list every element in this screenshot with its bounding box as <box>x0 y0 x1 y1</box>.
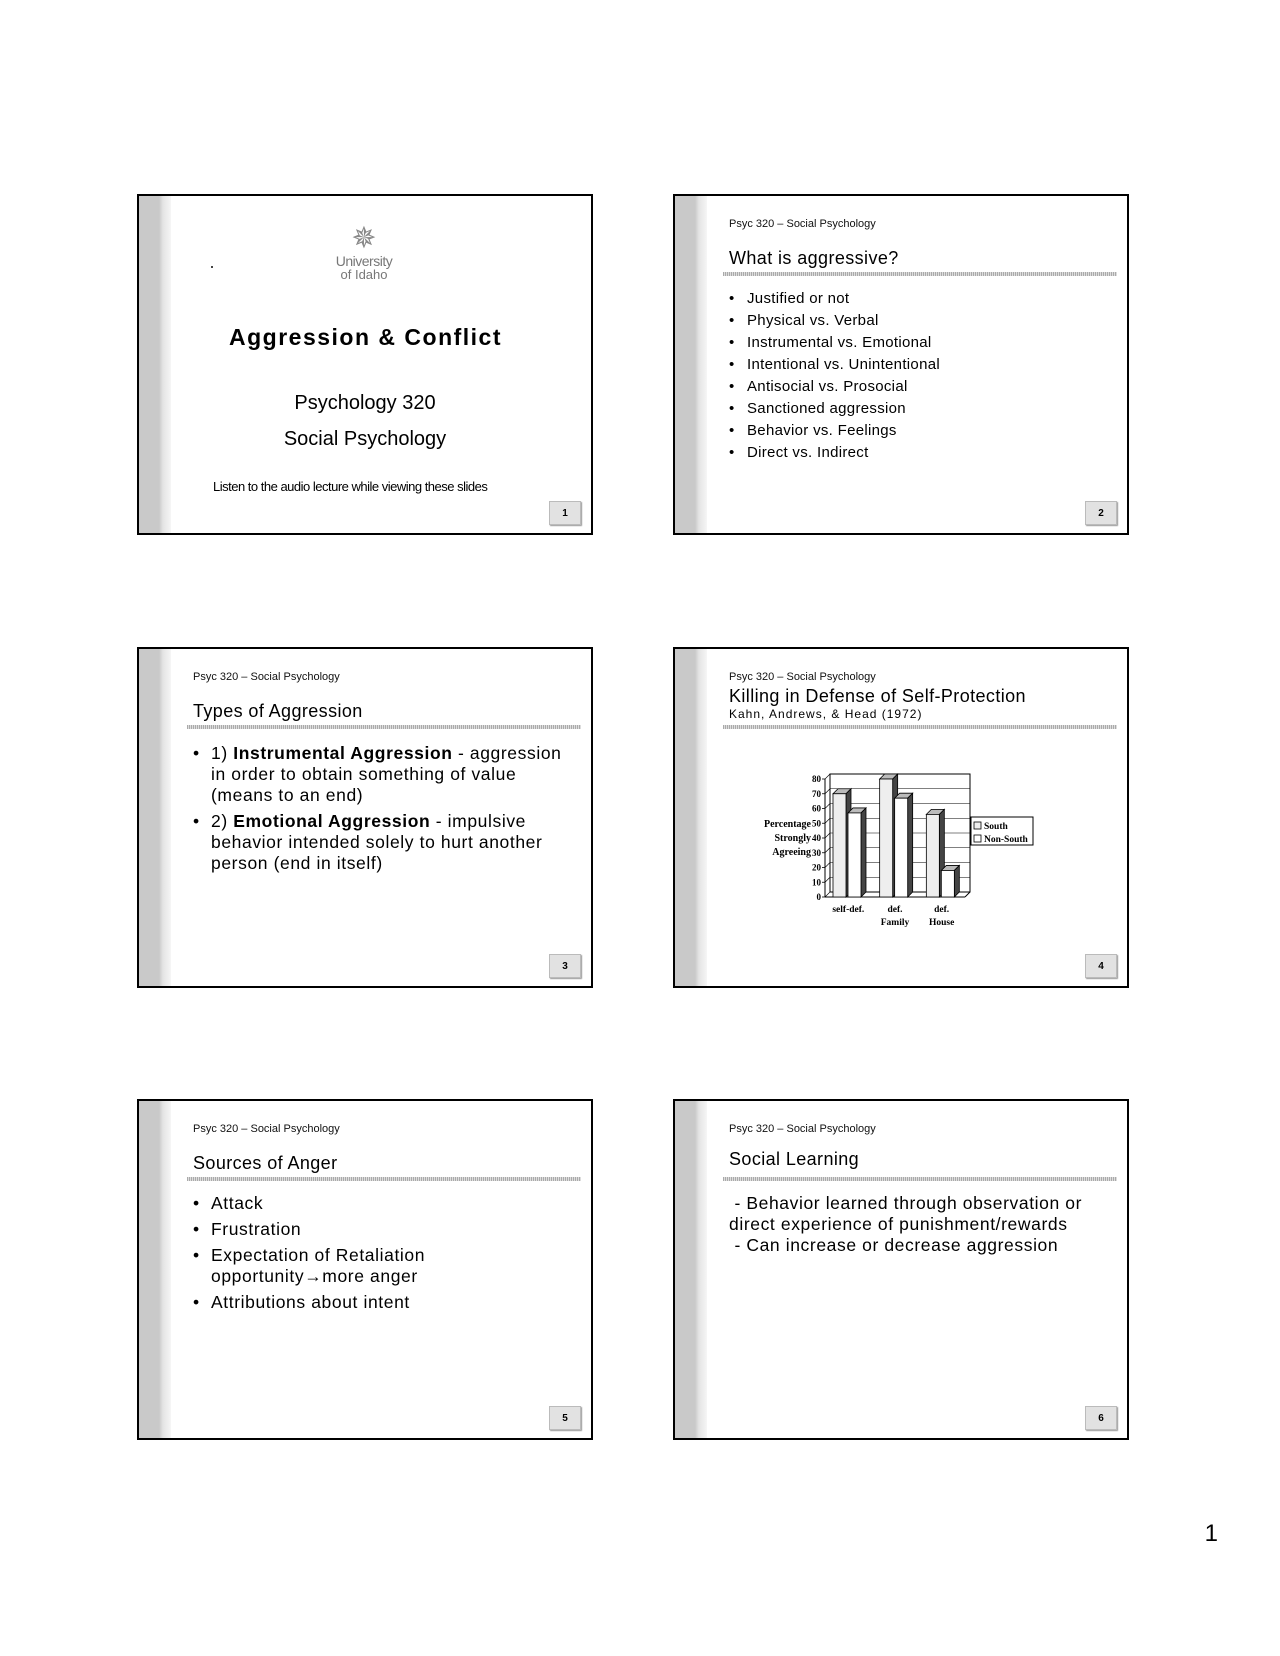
course-header: Psyc 320 – Social Psychology <box>729 218 876 230</box>
title-rule <box>723 725 1117 729</box>
grid-line-side <box>825 848 830 853</box>
list-item: • Justified or not <box>729 288 940 310</box>
bullet-list <box>193 1193 473 1313</box>
slide-5 <box>137 1099 593 1440</box>
term-emotional: Emotional Aggression <box>233 811 431 831</box>
y-tick-label: 70 <box>812 788 821 799</box>
x-tick-label: self-def. <box>832 905 865 915</box>
bar-side <box>861 808 866 897</box>
slide-citation: Kahn, Andrews, & Head (1972) <box>729 707 923 721</box>
title-rule <box>187 725 581 729</box>
slide-title: Social Learning <box>729 1149 860 1169</box>
slide-title: What is aggressive? <box>729 248 899 268</box>
course-header: Psyc 320 – Social Psychology <box>193 671 340 683</box>
slide-side-band <box>139 649 171 986</box>
logo-text-line1: University <box>335 253 393 269</box>
term-instrumental: Instrumental Aggression <box>233 743 453 763</box>
title-rule <box>723 272 1117 276</box>
legend-label: Non-South <box>984 835 1028 845</box>
slide-number: 2 <box>1085 501 1117 525</box>
bullet-list <box>729 288 940 464</box>
item-text: Expectation of Retaliation opportunity <box>211 1245 426 1286</box>
grid-line-side <box>825 863 830 868</box>
list-item: • Sanctioned aggression <box>729 398 940 420</box>
slide-subtitle-course: Psychology 320 <box>294 392 436 414</box>
y-axis-label: Percentage <box>763 819 811 830</box>
course-header: Psyc 320 – Social Psychology <box>729 1123 876 1135</box>
grid-line-side <box>825 892 830 897</box>
title-rule <box>723 1177 1117 1181</box>
x-tick-label: Family <box>880 918 910 928</box>
slide-number: 5 <box>549 1406 581 1430</box>
x-axis-depth <box>965 892 970 897</box>
list-item: • Attack <box>193 1193 473 1214</box>
slide-2 <box>673 194 1129 535</box>
list-item: • Direct vs. Indirect <box>729 442 940 464</box>
list-item: • Behavior vs. Feelings <box>729 420 940 442</box>
item-text: - impulsive behavior intended solely to hurt another person (end in itself) <box>211 811 543 873</box>
x-tick-label: def. <box>934 905 950 915</box>
grid-line-side <box>825 877 830 882</box>
list-item: • Intentional vs. Unintentional <box>729 354 940 376</box>
slide-number: 1 <box>549 501 581 525</box>
slide-note: Listen to the audio lecture while viewing these slides <box>213 479 488 494</box>
list-item <box>193 811 573 874</box>
legend-label: South <box>984 822 1008 832</box>
logo-mark-icon: ✵ <box>351 222 377 255</box>
list-item: • Instrumental vs. Emotional <box>729 332 940 354</box>
item-text: more anger <box>322 1266 418 1286</box>
list-item: • Physical vs. Verbal <box>729 310 940 332</box>
bar-non-south <box>895 798 908 897</box>
grid-line-side <box>825 818 830 823</box>
decorative-dot <box>211 266 213 268</box>
arrow-icon: → <box>304 1266 323 1286</box>
slide-3 <box>137 647 593 988</box>
body-text <box>729 1193 1101 1256</box>
item-text: - aggression in order to obtain something of value (means to an end) <box>211 743 562 805</box>
list-item <box>193 743 573 806</box>
y-tick-label: 20 <box>812 862 821 873</box>
bar-non-south <box>941 870 954 897</box>
slide-side-band <box>675 196 707 533</box>
bar-south <box>926 814 939 897</box>
course-header: Psyc 320 – Social Psychology <box>729 671 876 683</box>
x-tick-label: House <box>928 918 955 928</box>
bullet-list <box>193 743 573 874</box>
grid-line-side <box>825 833 830 838</box>
list-item: • Frustration <box>193 1219 473 1240</box>
slide-4 <box>673 647 1129 988</box>
course-header: Psyc 320 – Social Psychology <box>193 1123 340 1135</box>
bar-side <box>908 793 913 897</box>
university-logo <box>329 224 399 281</box>
list-item: • Antisocial vs. Prosocial <box>729 376 940 398</box>
slide-6 <box>673 1099 1129 1440</box>
y-tick-label: 40 <box>812 833 821 843</box>
slide-subtitle-topic: Social Psychology <box>283 428 447 450</box>
slide-side-band <box>675 1101 707 1438</box>
slide-number: 4 <box>1085 954 1117 978</box>
y-tick-label: 10 <box>812 877 821 888</box>
page-number: 1 <box>1204 1520 1218 1547</box>
y-tick-label: 50 <box>812 818 821 829</box>
slide-side-band <box>139 196 171 533</box>
list-item: • Attributions about intent <box>193 1292 473 1313</box>
slide-1 <box>137 194 593 535</box>
grid-line-side <box>825 774 830 779</box>
slide-title: Killing in Defense of Self-Protection <box>729 686 1026 706</box>
logo-text-line2: of Idaho <box>340 267 388 282</box>
slide-number: 3 <box>549 954 581 978</box>
bar-chart <box>675 759 1129 959</box>
list-item <box>193 1245 473 1287</box>
legend-swatch <box>974 822 981 829</box>
body-line: - Can increase or decrease aggression <box>729 1235 1059 1255</box>
grid-line-side <box>825 804 830 809</box>
slide-title: Aggression & Conflict <box>229 324 503 350</box>
grid-line-side <box>825 789 830 794</box>
y-axis-label: Agreeing <box>772 847 811 858</box>
bar-non-south <box>848 813 861 897</box>
title-rule <box>187 1177 581 1181</box>
item-prefix: 2) <box>211 811 234 831</box>
y-tick-label: 30 <box>812 847 821 858</box>
y-tick-label: 0 <box>816 892 821 902</box>
slide-side-band <box>139 1101 171 1438</box>
slide-number: 6 <box>1085 1406 1117 1430</box>
y-tick-label: 80 <box>812 774 821 784</box>
x-tick-label: def. <box>887 905 903 915</box>
slide-title: Sources of Anger <box>193 1153 338 1173</box>
body-line: - Behavior learned through observation or direct experience of punishment/rewards <box>729 1193 1088 1234</box>
item-prefix: 1) <box>211 743 234 763</box>
bar-side <box>954 865 959 897</box>
legend-swatch <box>974 835 981 842</box>
y-axis-label: Strongly <box>774 833 811 844</box>
bar-south <box>833 794 846 897</box>
y-tick-label: 60 <box>812 803 821 814</box>
slide-title: Types of Aggression <box>193 701 363 721</box>
bar-south <box>880 779 893 897</box>
